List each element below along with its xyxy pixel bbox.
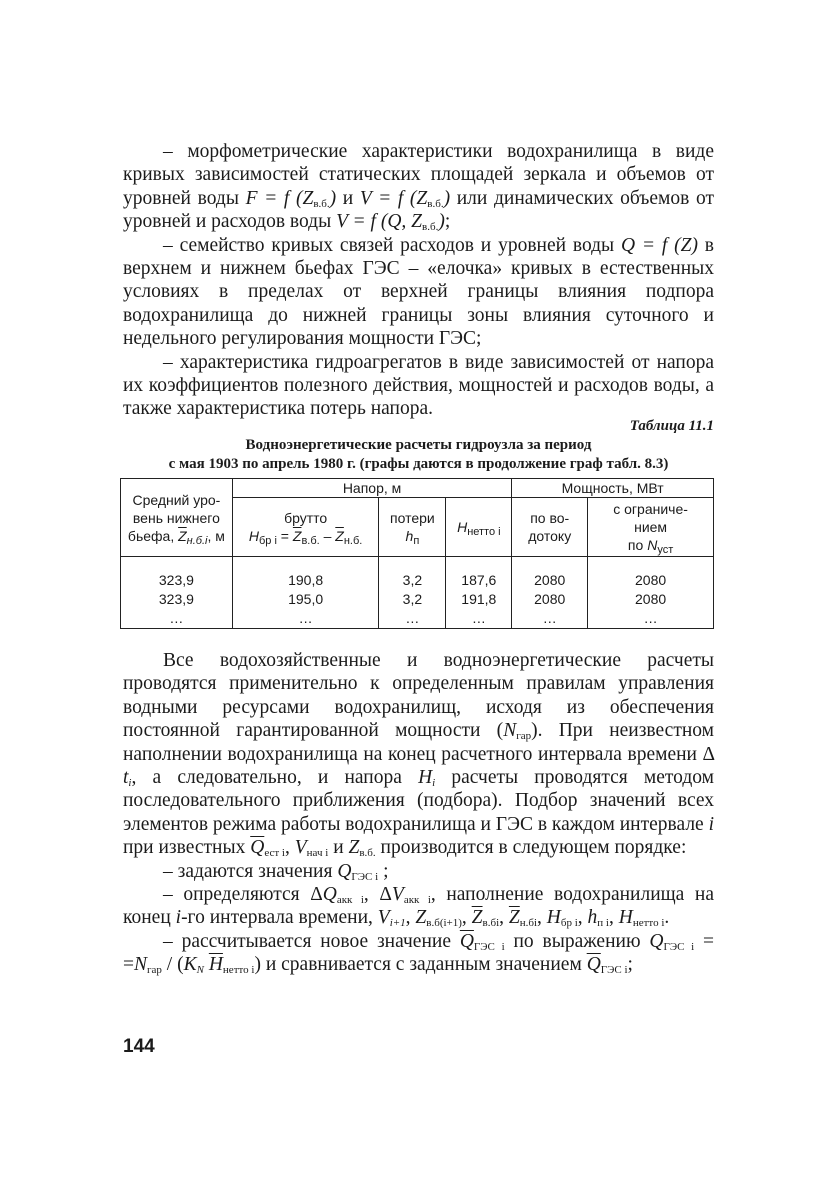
page-number: 144 [123, 1036, 155, 1057]
header-net-head: $H_{нетто i}$ [446, 498, 512, 557]
table-title-line-1: Водноэнергетические расчеты гидроузла за период [245, 437, 592, 453]
paragraph-calculation-rules: Все водохозяйственные и водноэнергетические расчеты проводятся применительно к определенным правилам управления водными ресурсами водохранилищ, исходя из обеспечения постоянной гарантированной мощности $(N_{гар})$. При неизвестном наполнении водохранилища на конец расчетного интервала времени Δ $t_i$, а следовательно, и напора $H_i$ расчеты проводятся методом последовательного приближения (подбора). Подбор значений всех элементов режима работы водохранилища и ГЭС в каждом интервале i при известных $\overline{Q}_{ест i}$, $V_{нач i}$ и $Z_{в.б.}$ производится в следующем порядке: [123, 650, 714, 860]
paragraph-step-assign: – задаются значения $Q_{ГЭС i}$ ; [163, 860, 389, 883]
header-group-head: Напор, м [232, 479, 511, 498]
paragraph-turbines: – характеристика гидроагрегатов в виде зависимостей от напора их коэффициентов полезного действия, мощностей и расходов воды, а также характеристика потерь напора. [123, 351, 714, 420]
paragraph-rating-curves: – семейство кривых связей расходов и уровней воды Q = f (Z) в верхнем и нижнем бьефах ГЭС – «елочка» кривых в естественных условиях в пределах от верхней границы влияния подпора водохранилища до нижней границы зоны влияния суточного и недельного регулирования мощности ГЭС; [123, 234, 714, 350]
header-gross-head: брутто $H_{бр i} = \overline{Z}_{в.б.} - \overline{Z}_{н.б.}$ [232, 498, 379, 557]
paragraph-morphometric: – морфометрические характеристики водохранилища в виде кривых зависимостей статических площадей зеркала и объемов от уровней воды F = f $(Z_{в.б.})$ и V = f $(Z_{в.б.})$ или динамических объемов от уровней и расходов воды V = f (Q, $Z_{в.б.}$); [123, 141, 714, 234]
table-row: … … … … … … [121, 609, 714, 629]
hydro-calc-table [120, 478, 714, 629]
body-text [123, 649, 714, 977]
header-power-limited: с ограниче- нием по $N_{уст}$ [588, 498, 714, 557]
table-title [123, 436, 714, 474]
table-number: Таблица 11.1 [629, 418, 714, 434]
header-power-inflow: по во- дотоку [512, 498, 588, 557]
table-title-line-2: с мая 1903 по апрель 1980 г. (графы даются в продолжение граф табл. 8.3) [168, 456, 669, 472]
header-head-loss: потери $h_п$ [379, 498, 446, 557]
header-tailwater-level: Средний уро- вень нижнего бьефа, $\overline{Z}_{н.б.i}$, м [121, 479, 233, 557]
intro-text [123, 140, 714, 421]
paragraph-step-determine: – определяются $\Delta Q_{акк i}$, $\Delta V_{акк i}$, наполнение водохранилища на конец i-го интервала времени, $V_{i+1}$, $Z_{в.б(i+1)}$, $\overline{Z}_{в.бi}$, $\overline{Z}_{н.бi}$, $H_{бр i}$, $h_{п i}$, $H_{нетто i}$. [123, 884, 714, 930]
paragraph-step-recalculate: – рассчитывается новое значение $\overline{Q}_{ГЭС i}$ по выражению $Q_{ГЭС i} = =N_{гар} / (K_N$ $\overline{H}_{нетто i}$) и сравнивается с заданным значением $\overline{Q}_{ГЭС i}$; [123, 930, 715, 977]
table-row: 323,9 195,0 3,2 191,8 2080 2080 [121, 590, 714, 609]
header-group-power: Мощность, МВт [512, 479, 714, 498]
table-row: 323,9 190,8 3,2 187,6 2080 2080 [121, 571, 714, 590]
